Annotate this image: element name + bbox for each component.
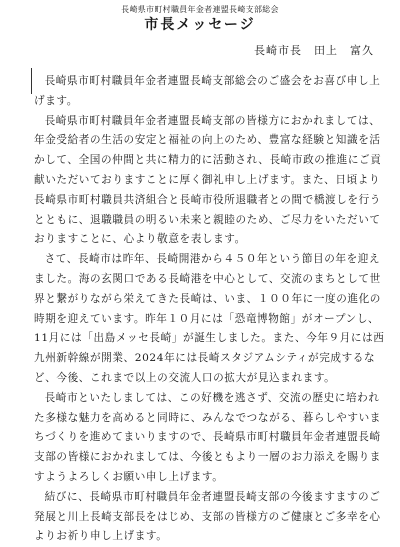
- paragraph: 結びに、長崎県市町村職員年金者連盟長崎支部の今後ますますのご発展と川上長崎支部長をはじめ、支部の皆様方のご健康とご多幸を心よりお祈り申し上げます。: [34, 490, 381, 543]
- message-body: [34, 72, 385, 547]
- document-header: 長崎県市町村職員年金者連盟長崎支部総会: [121, 5, 279, 14]
- document-title: 市長メッセージ: [144, 17, 256, 33]
- paragraph: さて、長崎市は昨年、長崎開港から４５０年という節目の年を迎えました。海の玄関口である長崎港を中心として、交流のまちとして世界と繋がりながら栄えてきた長崎は、いま、１００年に一度の進化の時期を迎えています。昨年１０月には「恐竜博物館」がオープンし、11月には「出島メッセ長崎」が誕生しました。また、今年９月には西九州新幹線が開業、2024年には長崎スタジアムシティが完成するなど、今後、これまで以上の交流人口の拡大が見込まれます。: [34, 253, 385, 384]
- author-byline: 長崎市長 田上 富久: [254, 44, 374, 57]
- paragraph: 長崎県市町村職員年金者連盟長崎支部の皆様方におかれましては、年金受給者の生活の安定と福祉の向上のため、豊富な経験と知識を活かして、全国の仲間と共に精力的に活動され、長崎市政の推進にご貢献いただいておりますことに厚く御礼申し上げます。また、日頃より長崎県市町村職員共済組合と長崎市役所退職者との間で橋渡しを行うとともに、退職職員の明るい未来と親睦のため、ご尽力をいただいておりますことに、心より敬意を表します。: [34, 114, 382, 246]
- paragraph: 長崎県市町村職員年金者連盟長崎支部総会のご盛会をお喜び申し上げます。: [34, 75, 381, 107]
- text-cursor-bar: [31, 68, 32, 94]
- paragraph: 長崎市といたしましては、この好機を逃さず、交流の歴史に培われた多様な魅力を高めると同時に、みんなでつながる、暮らしやすいまちづくりを進めてまいりますので、長崎県市町村職員年金者連盟長崎支部の皆様におかれましては、今後ともより一層のお力添えを賜りますようよろしくお願い申し上げます。: [34, 391, 382, 483]
